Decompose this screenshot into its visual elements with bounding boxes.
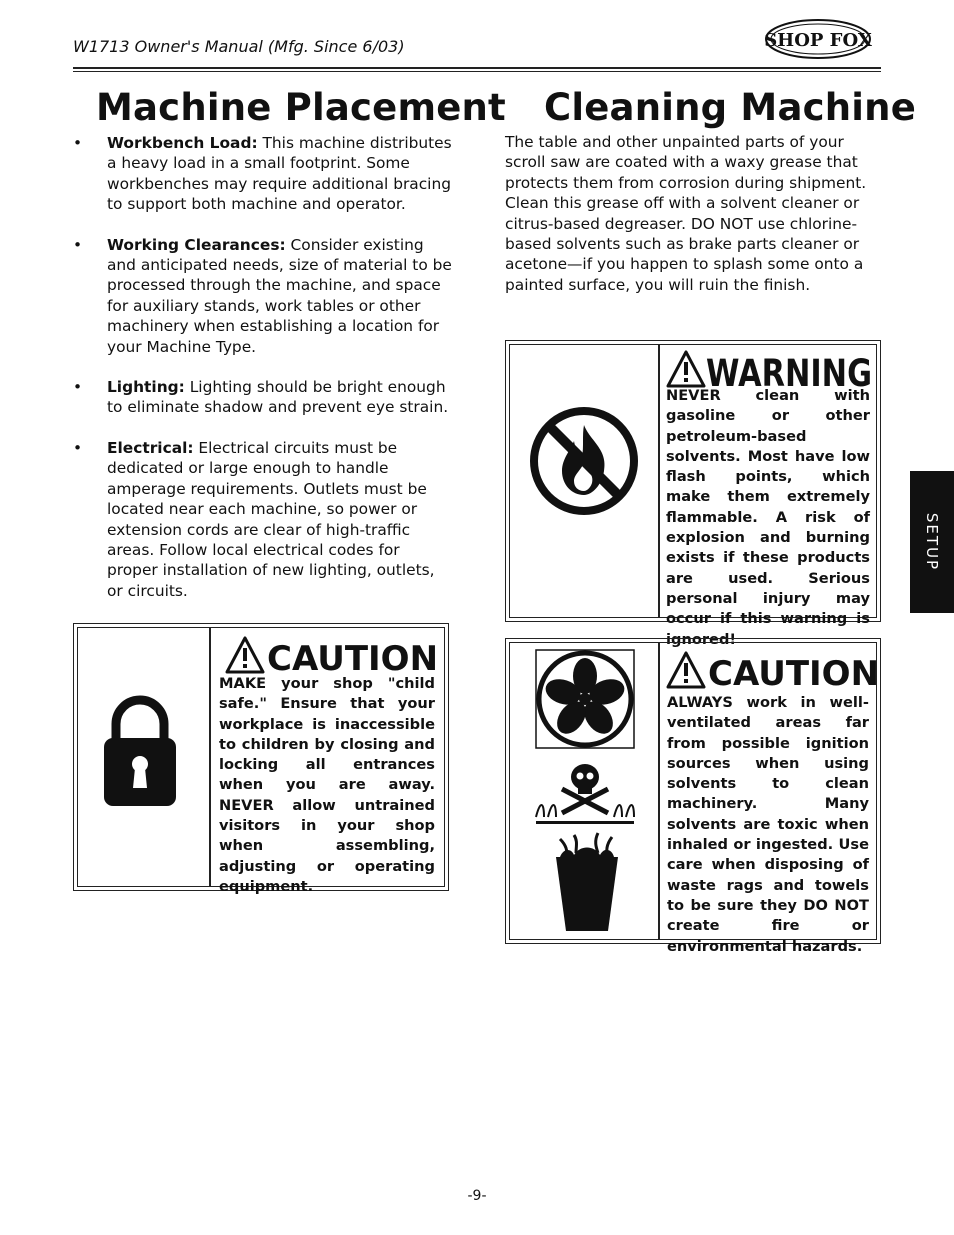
warning-label-text: WARNING bbox=[706, 352, 872, 391]
setup-section-tab bbox=[910, 471, 954, 613]
svg-text:SHOP FOX: SHOP FOX bbox=[764, 30, 872, 51]
caution-message: ALWAYS work in well-ventilated areas far from possible ignition sources when using solvents to clean machinery. Many solvents are toxic when inhaled or ingested. Use care when disposing of waste rags and towels to be sure they DO NOT create fire or environmental hazards. bbox=[667, 694, 869, 955]
ventilation-caution-box bbox=[505, 638, 881, 955]
page-number: -9- bbox=[467, 1188, 487, 1204]
cleaning-paragraph: The table and other unpainted parts of your scroll saw are coated with a waxy grease that protects them from corrosion during shipment. Clean this grease off with a solvent cleaner or citrus-based degreaser. DO NOT use chlorine-based solvents such as brake parts cleaner or acetone—if you happen to splash some onto a painted surface, you will ruin the finish. bbox=[505, 133, 867, 294]
cleaning-machine-heading: Cleaning Machine bbox=[544, 86, 917, 129]
padlock-icon bbox=[100, 692, 180, 808]
warning-message: NEVER clean with gasoline or other petroleum-based solvents. Most have low flash points, which make them extremely flammable. A risk of explosion and burning exists if these products are used. Serious personal injury may occur if this warning is ignored! bbox=[666, 387, 870, 648]
caution-label-text: CAUTION bbox=[708, 654, 878, 691]
caution-message: MAKE your shop "child safe." Ensure that your workplace is inaccessible to children by closing and locking all entrances when you are away. NEVER allow untrained visitors in your shop when assembling, adjusting or operating equipment. bbox=[219, 675, 435, 895]
manual-title: W1713 Owner's Manual (Mfg. Since 6/03) bbox=[73, 37, 405, 56]
list-item: • Lighting: Lighting should be bright enough to eliminate shadow and prevent eye strain. bbox=[73, 378, 449, 417]
no-fire-icon bbox=[528, 405, 640, 517]
placement-bullet-list bbox=[73, 133, 453, 621]
list-item: • Working Clearances: Consider existing and anticipated needs, size of material to be processed through the machine, and space for auxiliary stands, work tables or other machinery when establishing a location for your Machine Type. bbox=[73, 235, 452, 356]
header-rule bbox=[73, 67, 881, 69]
burning-trash-can-icon bbox=[554, 831, 620, 935]
caution-label bbox=[666, 651, 878, 695]
toxic-fumes-icon bbox=[532, 757, 638, 829]
child-safe-caution-box bbox=[73, 623, 449, 895]
solvent-warning-box bbox=[505, 340, 881, 648]
shop-fox-logo bbox=[764, 18, 872, 60]
header-rule-thin bbox=[73, 71, 881, 72]
ventilation-fan-icon bbox=[534, 648, 636, 750]
caution-label-text: CAUTION bbox=[267, 639, 437, 676]
machine-placement-heading: Machine Placement bbox=[96, 86, 506, 129]
list-item: • Workbench Load: This machine distributes a heavy load in a small footprint. Some workbenches may require additional bracing to support both machine and operator. bbox=[73, 134, 452, 214]
setup-tab-label: SETUP bbox=[923, 512, 941, 572]
list-item: • Electrical: Electrical circuits must be dedicated or large enough to handle amperage requirements. Outlets must be located near each machine, so power or extension cords are clear of high-traffic areas. Follow local electrical codes for proper installation of new lighting, outlets, or circuits. bbox=[73, 438, 435, 600]
